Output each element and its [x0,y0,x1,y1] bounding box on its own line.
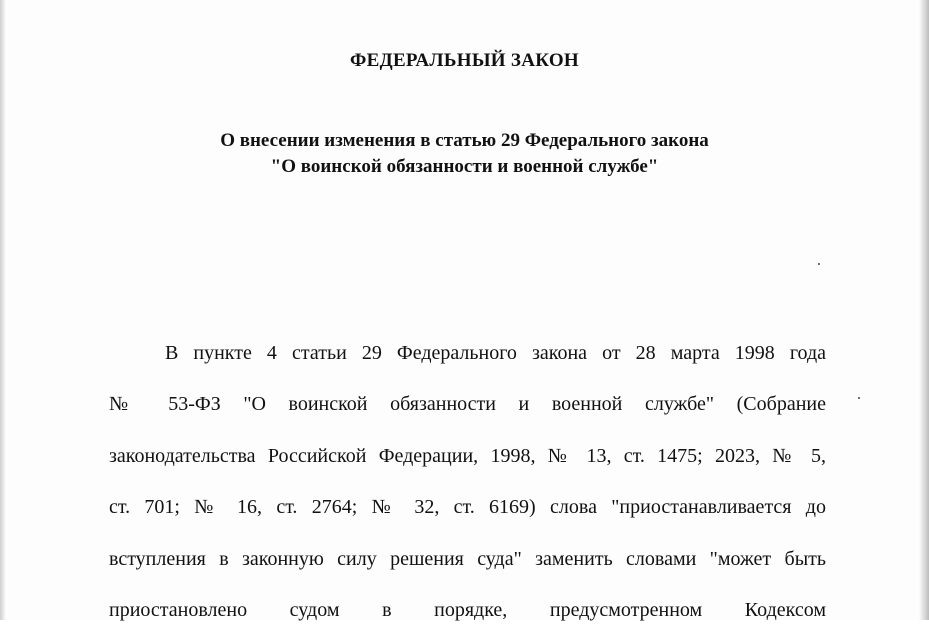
page-edge-left [0,0,6,620]
body-line: законодательства Российской Федерации, 1998, № 13, ст. 1475; 2023, № 5, [109,444,826,467]
scan-speck [858,397,860,399]
body-line: приостановлено судом в порядке, предусмотренном Кодексом [109,599,826,622]
scan-speck [818,263,820,265]
law-title: ФЕДЕРАЛЬНЫЙ ЗАКОН [349,50,580,71]
law-subtitle [0,128,929,180]
body-line: В пункте 4 статьи 29 Федерального закона от 28 марта 1998 года [165,342,826,364]
body-line: вступления в законную силу решения суда" заменить словами "может быть [109,547,826,570]
page-edge-right [919,0,929,620]
law-body-paragraph [109,328,826,636]
body-line: № 53-ФЗ "О воинской обязанности и военной службе" (Собрание [109,393,826,416]
subtitle-line: О внесении изменения в статью 29 Федерального закона [220,130,709,151]
body-line: ст. 701; № 16, ст. 2764; № 32, ст. 6169) слова "приостанавливается до [109,496,826,519]
subtitle-line: "О воинской обязанности и военной службе" [270,156,659,177]
